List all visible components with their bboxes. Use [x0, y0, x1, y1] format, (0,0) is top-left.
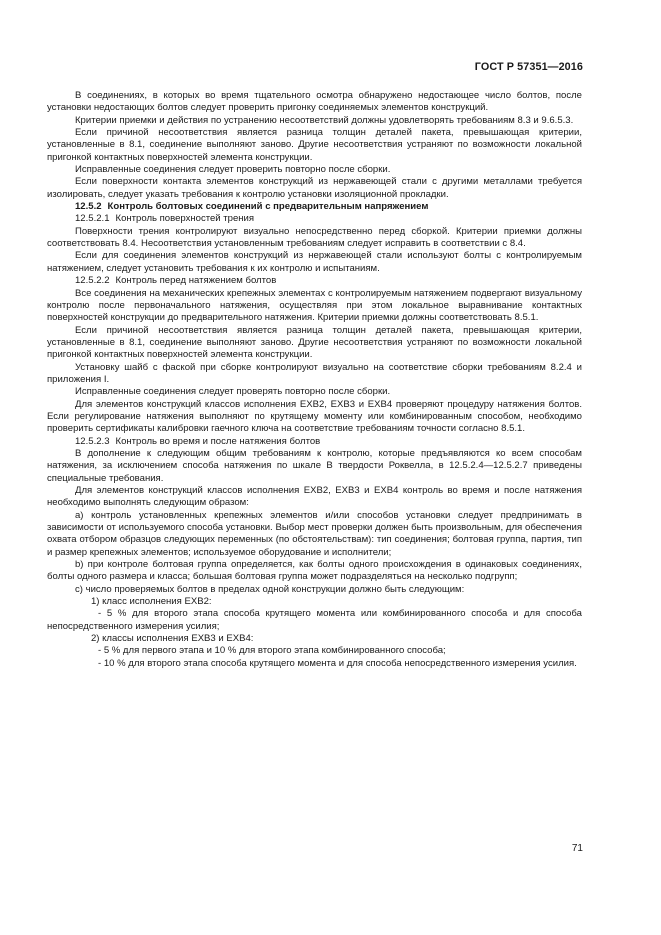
paragraph: Если для соединения элементов конструкций из нержавеющей стали используют болты с контролируемым натяжением, следует установить требования к их контролю и испытаниям.: [47, 250, 582, 274]
paragraph: Если поверхности контакта элементов конструкций из нержавеющей стали с другими металлами требуется изолировать, следует указать требования к контролю установки изоляционной прокладки.: [47, 176, 582, 200]
list-item-c: c) число проверяемых болтов в пределах одной конструкции должно быть следующим:: [75, 583, 465, 595]
subsection-number: 12.5.2.1: [75, 213, 110, 225]
subsection-title: Контроль перед натяжением болтов: [115, 275, 277, 287]
list-item-a: a) контроль установленных крепежных элементов и/или способов установки следует предпринимать в зависимости от используемого способа установки. Выбор мест проверки должен быть произвольным, для обеспечения охвата отбором образцов следующих переменных (по обстоятельствам): тип соединения; болтовая группа, партия, тип и размер крепежных элементов; используемое оборудование и исполнители;: [47, 509, 582, 558]
subsection-heading: [47, 275, 582, 287]
page-number: 71: [571, 843, 583, 854]
paragraph: Если причиной несоответствия является разница толщин деталей пакета, превышающая критерии, установленные в 8.1, соединение выполняют заново. Другие несоответствия устраняют по возможности локальной пригонкой контактных поверхностей элемента конструкции.: [47, 324, 582, 361]
paragraph: Исправленные соединения следует проверить повторно после сборки.: [75, 164, 391, 176]
document-body: [47, 90, 582, 670]
paragraph: Для элементов конструкций классов исполнения ЕХВ2, ЕХВ3 и ЕХВ4 проверяют процедуру натяжения болтов. Если регулирование натяжения выполняют по крутящему моменту или комбинированным способом, необходимо проверить сертификаты калибровки гаечного ключа на соответствие требованиям точности согласно 8.5.1.: [47, 398, 582, 435]
paragraph: Для элементов конструкций классов исполнения ЕХВ2, ЕХВ3 и ЕХВ4 контроль во время и после натяжения необходимо выполнять следующим образом:: [47, 485, 582, 509]
paragraph: Поверхности трения контролируют визуально непосредственно перед сборкой. Критерии приемки должны соответствовать 8.4. Несоответствия установленным требованиям следует исправить в соответствии с 8.4.: [47, 225, 582, 250]
paragraph: Критерии приемки и действия по устранению несоответствий должны удовлетворять требованиям 8.3 и 9.6.5.3.: [75, 114, 574, 126]
subsection-number: 12.5.2.2: [75, 275, 110, 287]
list-dash-item: - 5 % для первого этапа и 10 % для второго этапа комбинированного способа;: [98, 645, 446, 657]
paragraph: Исправленные соединения следует проверять повторно после сборки.: [75, 386, 391, 398]
list-dash-item: - 10 % для второго этапа способа крутящего момента и для способа непосредственного измерения усилия.: [98, 657, 577, 669]
paragraph: Все соединения на механических крепежных элементах с контролируемым натяжением подвергают визуальному контролю после первоначального натяжения, осуществляя при этом локальное выравнивание контактных поверхностей конструкции до предварительного натяжения. Критерии приемки должны соответствовать 8.5.1.: [47, 287, 582, 324]
subsection-title: Контроль во время и после натяжения болтов: [115, 435, 321, 447]
list-subitem-2: 2) классы исполнения ЕХВ3 и ЕХВ4:: [91, 633, 254, 645]
subsection-heading: [47, 213, 582, 225]
paragraph: В дополнение к следующим общим требованиям к контролю, которые предъявляются ко всем способам натяжения, за исключением способа натяжения по шкале В твердости Роквелла, в 12.5.2.4—12.5.2.7 приведены специальные требования.: [47, 447, 582, 484]
section-number: 12.5.2: [75, 201, 102, 213]
section-title: Контроль болтовых соединений с предварительным напряжением: [107, 201, 429, 213]
list-subitem-1: 1) класс исполнения ЕХВ2:: [91, 596, 212, 608]
paragraph: Если причиной несоответствия является разница толщин деталей пакета, превышающая критерии, установленные в 8.1, соединение выполняют заново. Другие несоответствия устраняют по возможности локальной пригонкой контактных поверхностей элемента конструкции.: [47, 127, 582, 163]
list-item-b: b) при контроле болтовая группа определяется, как болты одного происхождения в одинаковых соединениях, болты одного размера и класса; большая болтовая группа может подразделяться на несколько подгрупп;: [47, 559, 582, 583]
subsection-title: Контроль поверхностей трения: [115, 213, 255, 225]
paragraph: В соединениях, в которых во время тщательного осмотра обнаружено недостающее число болтов, после установки недостающих болтов следует проверить пригонку соединяемых элементов конструкций.: [47, 90, 582, 114]
standard-designation: ГОСТ Р 57351—2016: [474, 61, 583, 73]
subsection-heading: [47, 436, 582, 448]
section-heading: [47, 201, 582, 213]
list-dash-item: - 5 % для второго этапа способа крутящего момента или комбинированного способа и для способа непосредственного измерения усилия;: [47, 608, 582, 632]
paragraph: Установку шайб с фаской при сборке контролируют визуально на соответствие сборки требованиям 8.2.4 и приложения I.: [47, 361, 582, 385]
subsection-number: 12.5.2.3: [75, 435, 110, 447]
